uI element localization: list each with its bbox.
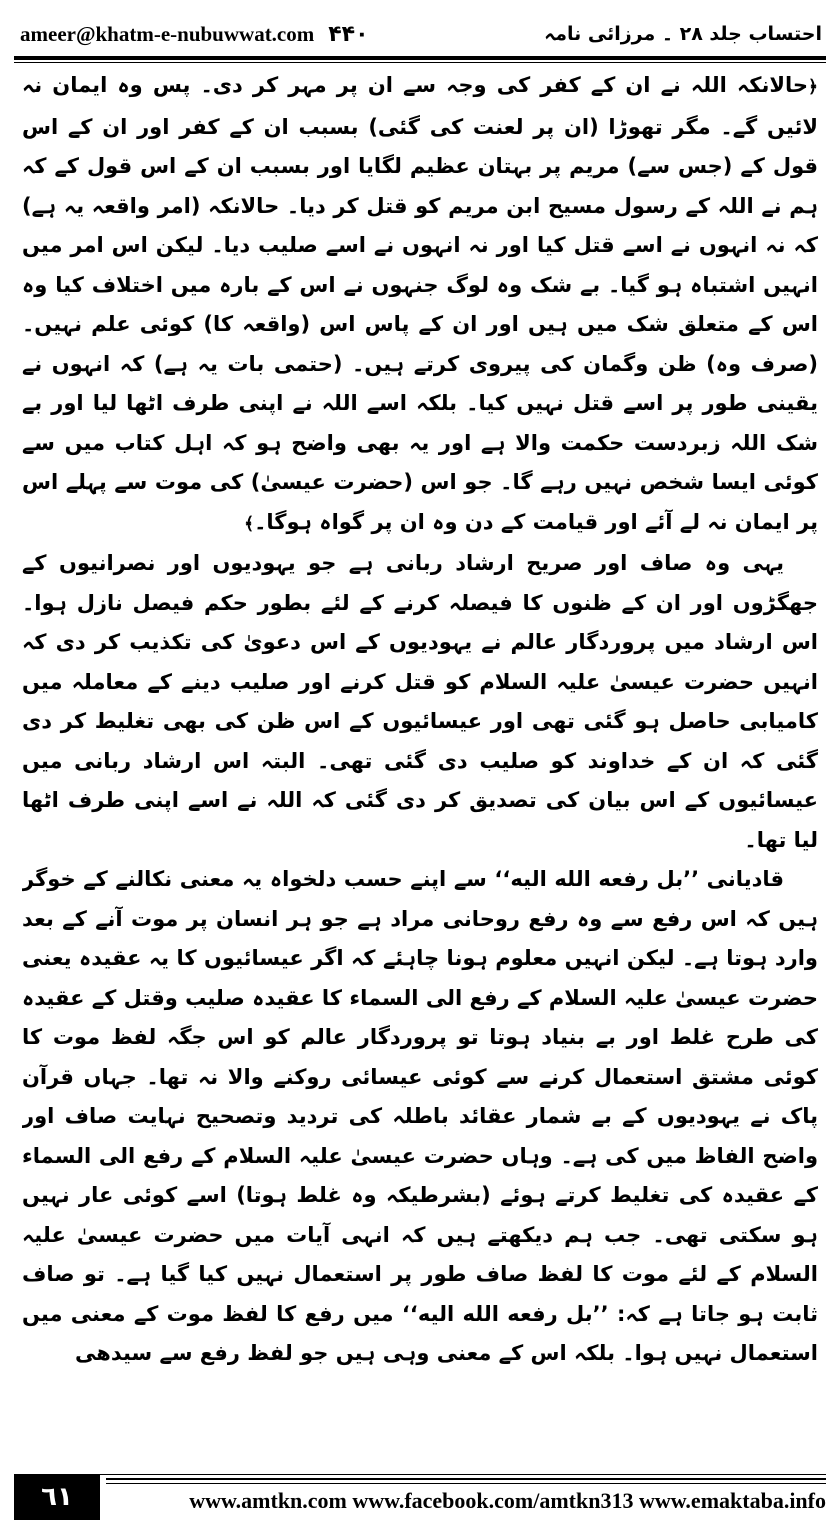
footer-rule — [106, 1483, 826, 1484]
commentary-paragraph: یہی وہ صاف اور صریح ارشاد ربانی ہے جو یہودیوں اور نصرانیوں کے جھگڑوں اور ان کے ظنوں کا فیصلہ کرنے کے لئے بطور حکم فیصل نازل ہوا۔ اس ارشاد میں پروردگار عالم نے یہودیوں کے اس دعویٰ کی تکذیب کر دی کہ انہیں حضرت عیسیٰ علیہ السلام کو قتل کرنے اور صلیب دینے کے معاملہ میں کامیابی حاصل ہو گئی تھی اور عیسائیوں کے اس ظن کی بھی تغلیط کر دی گئی کہ ان کے خداوند کو صلیب دی گئی تھی۔ البتہ اس ارشاد ربانی میں عیسائیوں کے اس بیان کی تصدیق کر دی گئی کہ اللہ نے اسے اپنی طرف اٹھا لیا تھا۔ — [22, 551, 818, 852]
ornament-open: ﴿ — [808, 77, 818, 97]
header-email: ameer@khatm-e-nubuwwat.com — [20, 21, 315, 46]
footer-rule — [106, 1478, 826, 1480]
header-left — [20, 22, 369, 47]
body-text — [22, 66, 818, 1448]
quran-translation-paragraph — [22, 66, 818, 544]
header-rule-thick — [14, 56, 826, 60]
paragraph-text: حالانکہ اللہ نے ان کے کفر کی وجہ سے ان پر مہر کر دی۔ پس وہ ایمان نہ لائیں گے۔ مگر تھوڑا (ان پر لعنت کی گئی) بسبب ان کے کفر اور ان کے اس قول کے (جس سے) مریم پر بہتان عظیم لگایا اور بسبب ان کے اس قول کے کہ ہم نے اللہ کے رسول مسیح ابن مریم کو قتل کر دیا۔ حالانکہ (امر واقعہ یہ ہے) کہ نہ انہوں نے اسے قتل کیا اور نہ انہوں نے اسے صلیب دیا۔ لیکن اس امر میں انہیں اشتباہ ہو گیا۔ بے شک وہ لوگ جنہوں نے اس کے بارہ میں اختلاف کیا وہ اس کے متعلق شک میں ہیں اور ان کے پاس اس (واقعہ کا) کوئی علم نہیں۔ (صرف وہ) ظن وگمان کی پیروی کرتے ہیں۔ (حتمی بات یہ ہے) کہ انہوں نے یقینی طور پر اسے قتل نہیں کیا۔ بلکہ اسے اللہ نے اپنی طرف اٹھا لیا اور بے شک اللہ زبردست حکمت والا ہے اور یہ بھی واضح ہو کہ اہل کتاب میں سے کوئی ایسا شخص نہیں رہے گا۔ جو اس (حضرت عیسیٰ) کی موت سے پہلے اس پر ایمان نہ لے آئے اور قیامت کے دن وہ ان پر گواہ ہوگا۔ — [22, 73, 818, 534]
header-page-number: ۴۴۰ — [328, 21, 369, 47]
header-rule-thin — [14, 62, 826, 63]
running-title: احتساب جلد ۲۸ ۔ مرزائی نامہ — [544, 23, 822, 45]
footer-rule — [14, 1474, 826, 1475]
page-header — [20, 14, 822, 54]
commentary-paragraph: قادیانی ’’بل رفعه الله اليه‘‘ سے اپنے حسب دلخواہ یہ معنی نکالنے کے خوگر ہیں کہ اس رفع سے وہ رفع روحانی مراد ہے جو ہر انسان پر موت آنے کے بعد وارد ہوتا ہے۔ لیکن انہیں معلوم ہونا چاہئے کہ اگر عیسائیوں کا یہ عقیدہ یعنی حضرت عیسیٰ علیہ السلام کے رفع الی السماء کا عقیدہ صلیب وقتل کے عقیدہ کی طرح غلط اور بے بنیاد ہوتا تو پروردگار عالم کو اس جگہ لفظ موت کا کوئی مشتق استعمال کرنے سے کوئی عیسائی روکنے والا نہ تھا۔ جہاں قرآن پاک نے یہودیوں کے بے شمار عقائد باطلہ کی تردید وتصحیح نہایت صاف اور واضح الفاظ میں کی ہے۔ وہاں حضرت عیسیٰ علیہ السلام کے رفع الی السماء کے عقیدہ کی تغلیط کرتے ہوئے (بشرطیکہ وہ غلط ہوتا) اسے کوئی عار نہیں ہو سکتی تھی۔ جب ہم دیکھتے ہیں کہ انہی آیات میں حضرت عیسیٰ علیہ السلام کے لئے موت کا لفظ صاف طور پر استعمال نہیں کیا گیا ہے۔ تو صاف ثابت ہو جاتا ہے کہ: ’’بل رفعه الله اليه‘‘ میں رفع کا لفظ موت کے معنی میں استعمال نہیں ہوا۔ بلکہ اس کے معنی وہی ہیں جو لفظ رفع سے سیدھی — [22, 867, 818, 1365]
page-footer — [14, 1474, 826, 1526]
footer-urls: www.amtkn.com www.facebook.com/amtkn313 www.emaktaba.info — [189, 1488, 826, 1513]
footer-page-number: ٦١ — [14, 1474, 100, 1520]
ornament-close: ﴾ — [244, 513, 255, 534]
